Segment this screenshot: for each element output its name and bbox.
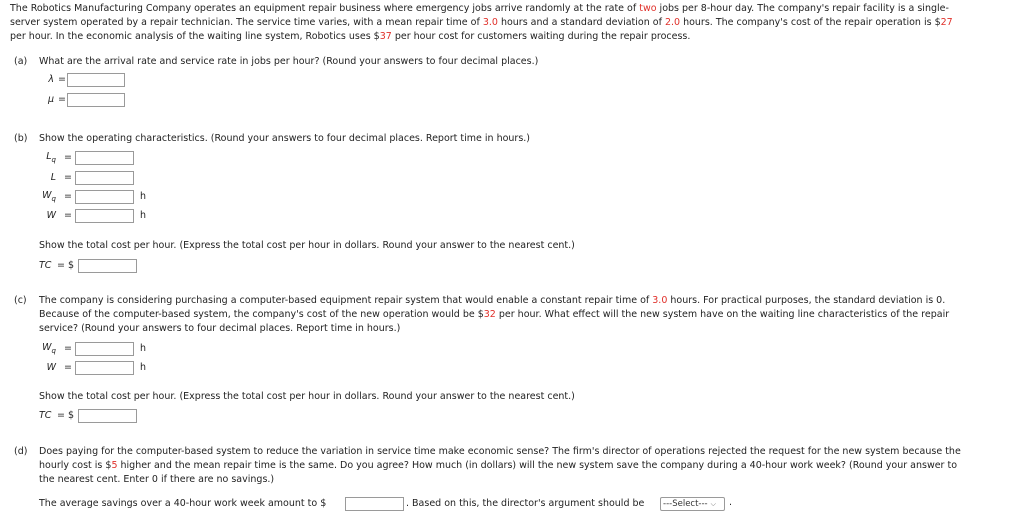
wq-equals: = — [64, 191, 72, 202]
part-d-line-1: Does paying for the computer-based system to reduce the variation in service time make economic sense? The firm's director of operations rejected the request for the new system because the — [39, 446, 961, 457]
c-w-unit: h — [140, 362, 147, 373]
part-c-line-1: The company is considering purchasing a computer-based equipment repair system that would enable a constant repair time of 3.0 hours. For practical purposes, the standard deviation is 0. — [39, 295, 946, 306]
intro-line-2: server system operated by a repair technician. The service time varies, with a mean repair time of 3.0 hours and a standard deviation of 2.0 hours. The company's cost of the repair operation is $27 — [10, 17, 953, 28]
part-c-line-3: service? (Round your answers to four decimal places. Report time in hours.) — [39, 323, 401, 334]
lambda-equals: = — [58, 74, 66, 85]
lq-equals: = — [64, 152, 72, 163]
part-b-tag: (b) — [14, 133, 28, 144]
l-equals: = — [64, 172, 72, 183]
l-input[interactable] — [75, 171, 134, 185]
c-w-input[interactable] — [75, 361, 134, 375]
c-w-label: W — [46, 362, 56, 373]
mu-equals: = — [58, 94, 66, 105]
wq-unit: h — [140, 191, 147, 202]
wq-input[interactable] — [75, 190, 134, 204]
lambda-label: λ — [48, 74, 54, 85]
part-d-tag: (d) — [14, 446, 28, 457]
part-c-tc-text: Show the total cost per hour. (Express the total cost per hour in dollars. Round your answer to the nearest cent.) — [39, 391, 575, 402]
part-d-line-3: the nearest cent. Enter 0 if there are no savings.) — [39, 474, 275, 485]
tc-label-b: TC — [39, 260, 52, 271]
argument-select[interactable] — [660, 497, 725, 511]
part-a-tag: (a) — [14, 56, 28, 67]
tc-input-b[interactable] — [78, 259, 137, 273]
tc-label-c: TC — [39, 410, 52, 421]
intro-line-1: The Robotics Manufacturing Company operates an equipment repair business where emergency jobs arrive randomly at the rate of two jobs per 8-hour day. The company's repair facility is a single- — [10, 3, 949, 14]
c-wq-input[interactable] — [75, 342, 134, 356]
w-label: W — [46, 210, 56, 221]
tc-equals-b: = $ — [57, 260, 75, 271]
l-label: L — [50, 172, 56, 183]
part-c-line-2: Because of the computer-based system, the company's cost of the new operation would be $32 per hour. What effect will the new system have on the waiting line characteristics of the repair — [39, 309, 950, 320]
lq-input[interactable] — [75, 151, 134, 165]
part-b-question: Show the operating characteristics. (Round your answers to four decimal places. Report time in hours.) — [39, 133, 531, 144]
part-d-line-2: hourly cost is $5 higher and the mean repair time is the same. Do you agree? How much (in dollars) will the new system save the company during a 40-hour work week? (Round your answer to — [39, 460, 958, 471]
end-period: . — [729, 497, 733, 508]
savings-input[interactable] — [345, 497, 404, 511]
lambda-input[interactable] — [67, 73, 125, 87]
part-a-question: What are the arrival rate and service rate in jobs per hour? (Round your answers to four decimal places.) — [39, 56, 539, 67]
w-equals: = — [64, 210, 72, 221]
savings-text: The average savings over a 40-hour work week amount to $ — [39, 498, 327, 509]
c-wq-label: $W_q$ — [42, 342, 56, 355]
tc-input-c[interactable] — [78, 409, 137, 423]
c-wq-unit: h — [140, 343, 147, 354]
c-w-equals: = — [64, 362, 72, 373]
wq-label: $W_q$ — [42, 190, 56, 203]
c-wq-equals: = — [64, 343, 72, 354]
chevron-down-icon: ⌵ — [710, 500, 716, 508]
argument-select-value: ---Select--- — [663, 499, 708, 509]
intro-line-3: per hour. In the economic analysis of the waiting line system, Robotics uses $37 per hour cost for customers waiting during the repair process. — [10, 31, 691, 42]
w-unit: h — [140, 210, 147, 221]
mu-input[interactable] — [67, 93, 125, 107]
part-c-tag: (c) — [14, 295, 27, 306]
lq-label: $L_q$ — [46, 151, 56, 164]
mu-label: μ — [47, 94, 54, 105]
tc-equals-c: = $ — [57, 410, 75, 421]
based-on-text: . Based on this, the director's argument should be — [406, 498, 645, 509]
part-b-tc-text: Show the total cost per hour. (Express the total cost per hour in dollars. Round your answer to the nearest cent.) — [39, 240, 575, 251]
w-input[interactable] — [75, 209, 134, 223]
